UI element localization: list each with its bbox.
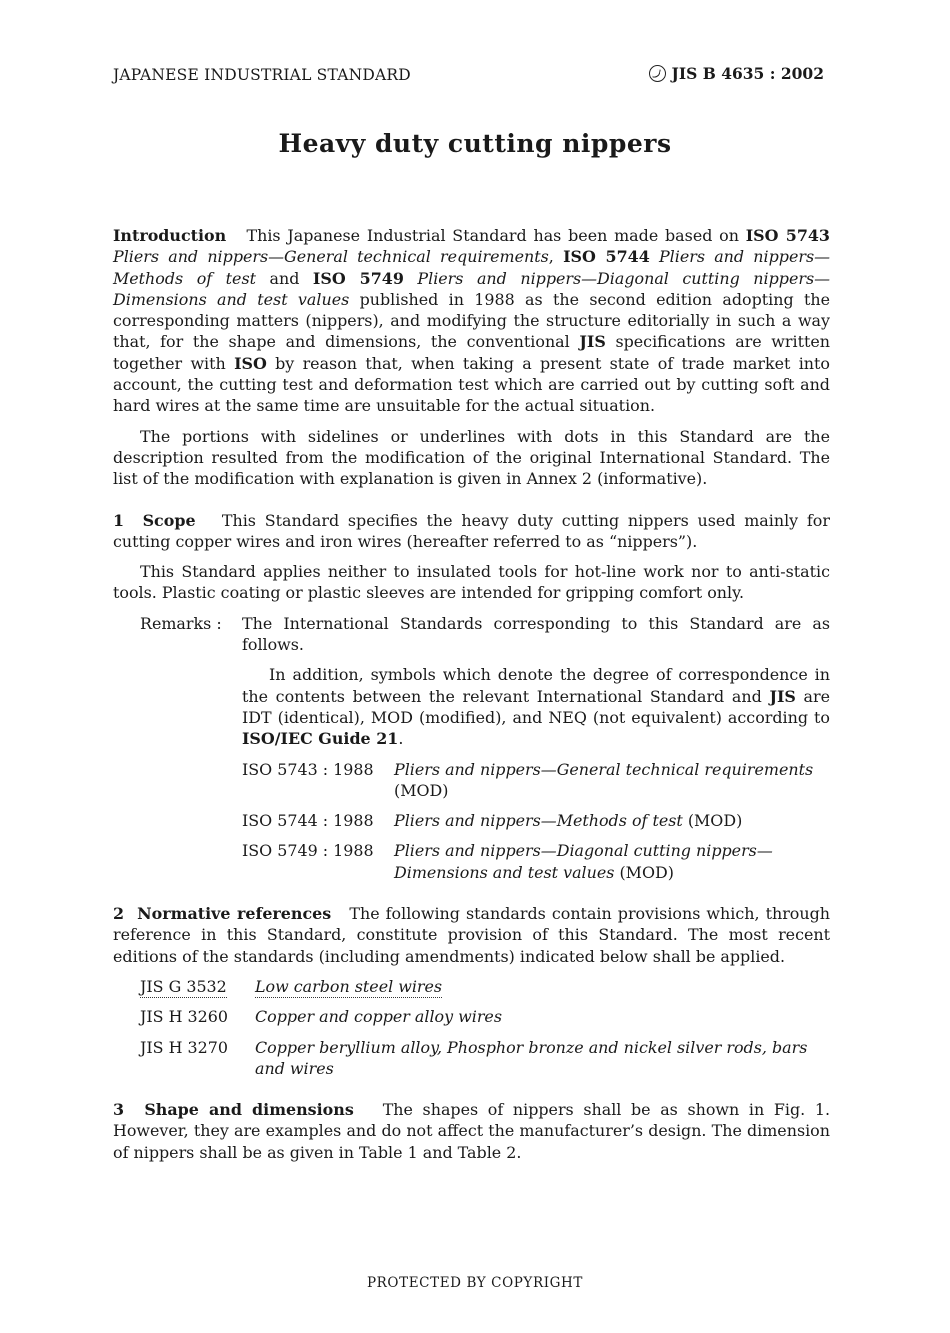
normative-title: Normative references — [137, 904, 332, 924]
shape-title: Shape and dimensions — [144, 1100, 354, 1120]
remarks-text: In addition, symbols which denote the degree of correspondence in the contents between the relevant International Standard and — [242, 665, 830, 706]
scope-text: This Standard specifies the heavy duty cutting nippers used mainly for cutting copper wires and iron wires (hereafter referred to as “nippers”). — [113, 510, 830, 551]
remarks-text: are IDT (identical), MOD (modified), and NEQ (not equivalent) according to — [242, 686, 831, 727]
intro-ref-title: Pliers and nippers—Diagonal cutting nippers—Dimensions and test values — [113, 268, 831, 309]
intro-text: , — [548, 247, 564, 267]
intro-text: and — [256, 268, 313, 288]
normative-text: The following standards contain provisions which, through reference in this Standard, constitute provision of this Standard. The most recent editions of the standards (including amendments) indicated below shall be applied. — [113, 904, 831, 966]
ref-code: ISO 5749 : 1988 — [242, 841, 374, 861]
shape-number: 3 — [113, 1100, 125, 1120]
intro-heading: Introduction — [113, 226, 227, 245]
normative-title-text: Low carbon steel wires — [255, 976, 443, 996]
ref-title — [394, 759, 830, 802]
ref-title-text: Pliers and nippers—Methods of test — [394, 811, 683, 831]
intro-text: specifications are written together with — [113, 332, 830, 373]
remarks-jis: JIS — [769, 686, 796, 706]
remarks-text: . — [398, 729, 404, 749]
intro-paragraph-1 — [113, 225, 830, 417]
intro-ref-iso5743: ISO 5743 — [745, 226, 830, 245]
intro-paragraph-2: The portions with sidelines or underlines with dots in this Standard are the description resulted from the modification of the original International Standard. The list of the modification with explanation is given in Annex 2 (informative). — [113, 426, 830, 489]
ref-title-text: Pliers and nippers—Diagonal cutting nippers—Dimensions and test values — [394, 841, 773, 882]
remarks-paragraph-1: The International Standards corresponding to this Standard are as follows. — [242, 613, 830, 655]
header-jis-number: JIS B 4635 : 2002 — [671, 64, 824, 83]
shape-text: The shapes of nippers shall be as shown in Fig. 1. However, they are examples and do not affect the manufacturer’s design. The dimension of nippers shall be as given in Table 1 and Table 2. — [113, 1100, 830, 1162]
ref-title — [394, 810, 830, 831]
intro-ref-iso5749: ISO 5749 — [312, 268, 404, 288]
scope-number: 1 — [113, 510, 125, 530]
scope-remarks — [113, 613, 830, 883]
normative-item-h3270 — [140, 1037, 830, 1080]
normative-item-h3260 — [140, 1006, 830, 1027]
intro-ref-title: Pliers and nippers—Methods of test — [113, 247, 831, 288]
intro-jis: JIS — [579, 332, 606, 352]
scope-paragraph-1 — [113, 510, 830, 553]
header-standard-label: JAPANESE INDUSTRIAL STANDARD — [113, 66, 411, 84]
normative-code: JIS G 3532 — [140, 976, 227, 996]
ref-row-iso5743 — [242, 759, 830, 802]
jis-mark-icon — [649, 65, 666, 82]
normative-title-text: Copper and copper alloy wires — [255, 1007, 502, 1027]
normative-number: 2 — [113, 904, 125, 924]
copyright-footer: PROTECTED BY COPYRIGHT — [366, 1275, 584, 1291]
ref-tag: (MOD) — [394, 780, 449, 800]
normative-item-g3532 — [140, 976, 830, 997]
normative-list — [140, 976, 830, 1079]
ref-code: ISO 5744 : 1988 — [242, 811, 374, 831]
shape-heading — [113, 1100, 354, 1119]
ref-code: ISO 5743 : 1988 — [242, 759, 374, 779]
remarks-guide: ISO/IEC Guide 21 — [242, 729, 399, 749]
intro-text: published in 1988 as the second edition adopting the corresponding matters (nippers), and modifying the structure editorially in such a way that, for the shape and dimensions, the conventional — [113, 289, 830, 352]
ref-tag: (MOD) — [682, 811, 743, 831]
intro-text: This Japanese Industrial Standard has been made based on — [246, 226, 746, 245]
normative-code: JIS H 3270 — [140, 1037, 228, 1057]
document-title: Heavy duty cutting nippers — [278, 129, 672, 158]
normative-code: JIS H 3260 — [140, 1007, 228, 1027]
remarks-label: Remarks : — [140, 613, 222, 633]
ref-row-iso5749 — [242, 840, 830, 883]
normative-title-text: Copper beryllium alloy, Phosphor bronze and nickel silver rods, bars and wires — [255, 1037, 808, 1078]
shape-paragraph — [113, 1099, 830, 1163]
intro-ref-iso5744: ISO 5744 — [563, 247, 650, 267]
ref-tag: (MOD) — [614, 862, 674, 882]
normative-heading — [113, 904, 331, 923]
remarks-body — [242, 613, 830, 883]
header-standard-number — [649, 64, 824, 83]
scope-heading — [113, 511, 196, 530]
ref-title-text: Pliers and nippers—General technical requirements — [394, 759, 814, 779]
ref-row-iso5744 — [242, 810, 830, 831]
scope-paragraph-2: This Standard applies neither to insulated tools for hot-line work nor to anti-static tools. Plastic coating or plastic sleeves are intended for gripping comfort only. — [113, 562, 830, 603]
document-body — [113, 225, 830, 1163]
ref-title — [394, 840, 830, 883]
normative-paragraph — [113, 903, 830, 967]
intro-iso: ISO — [234, 353, 267, 373]
remarks-paragraph-2 — [242, 664, 830, 749]
intro-ref-title: Pliers and nippers—General technical requirements — [113, 247, 549, 267]
intro-text: by reason that, when taking a present state of trade market into account, the cutting test and deformation test which are carried out by cutting soft and hard wires at the same time are unsuitable for the actual situation. — [113, 353, 830, 416]
scope-title: Scope — [142, 510, 196, 530]
